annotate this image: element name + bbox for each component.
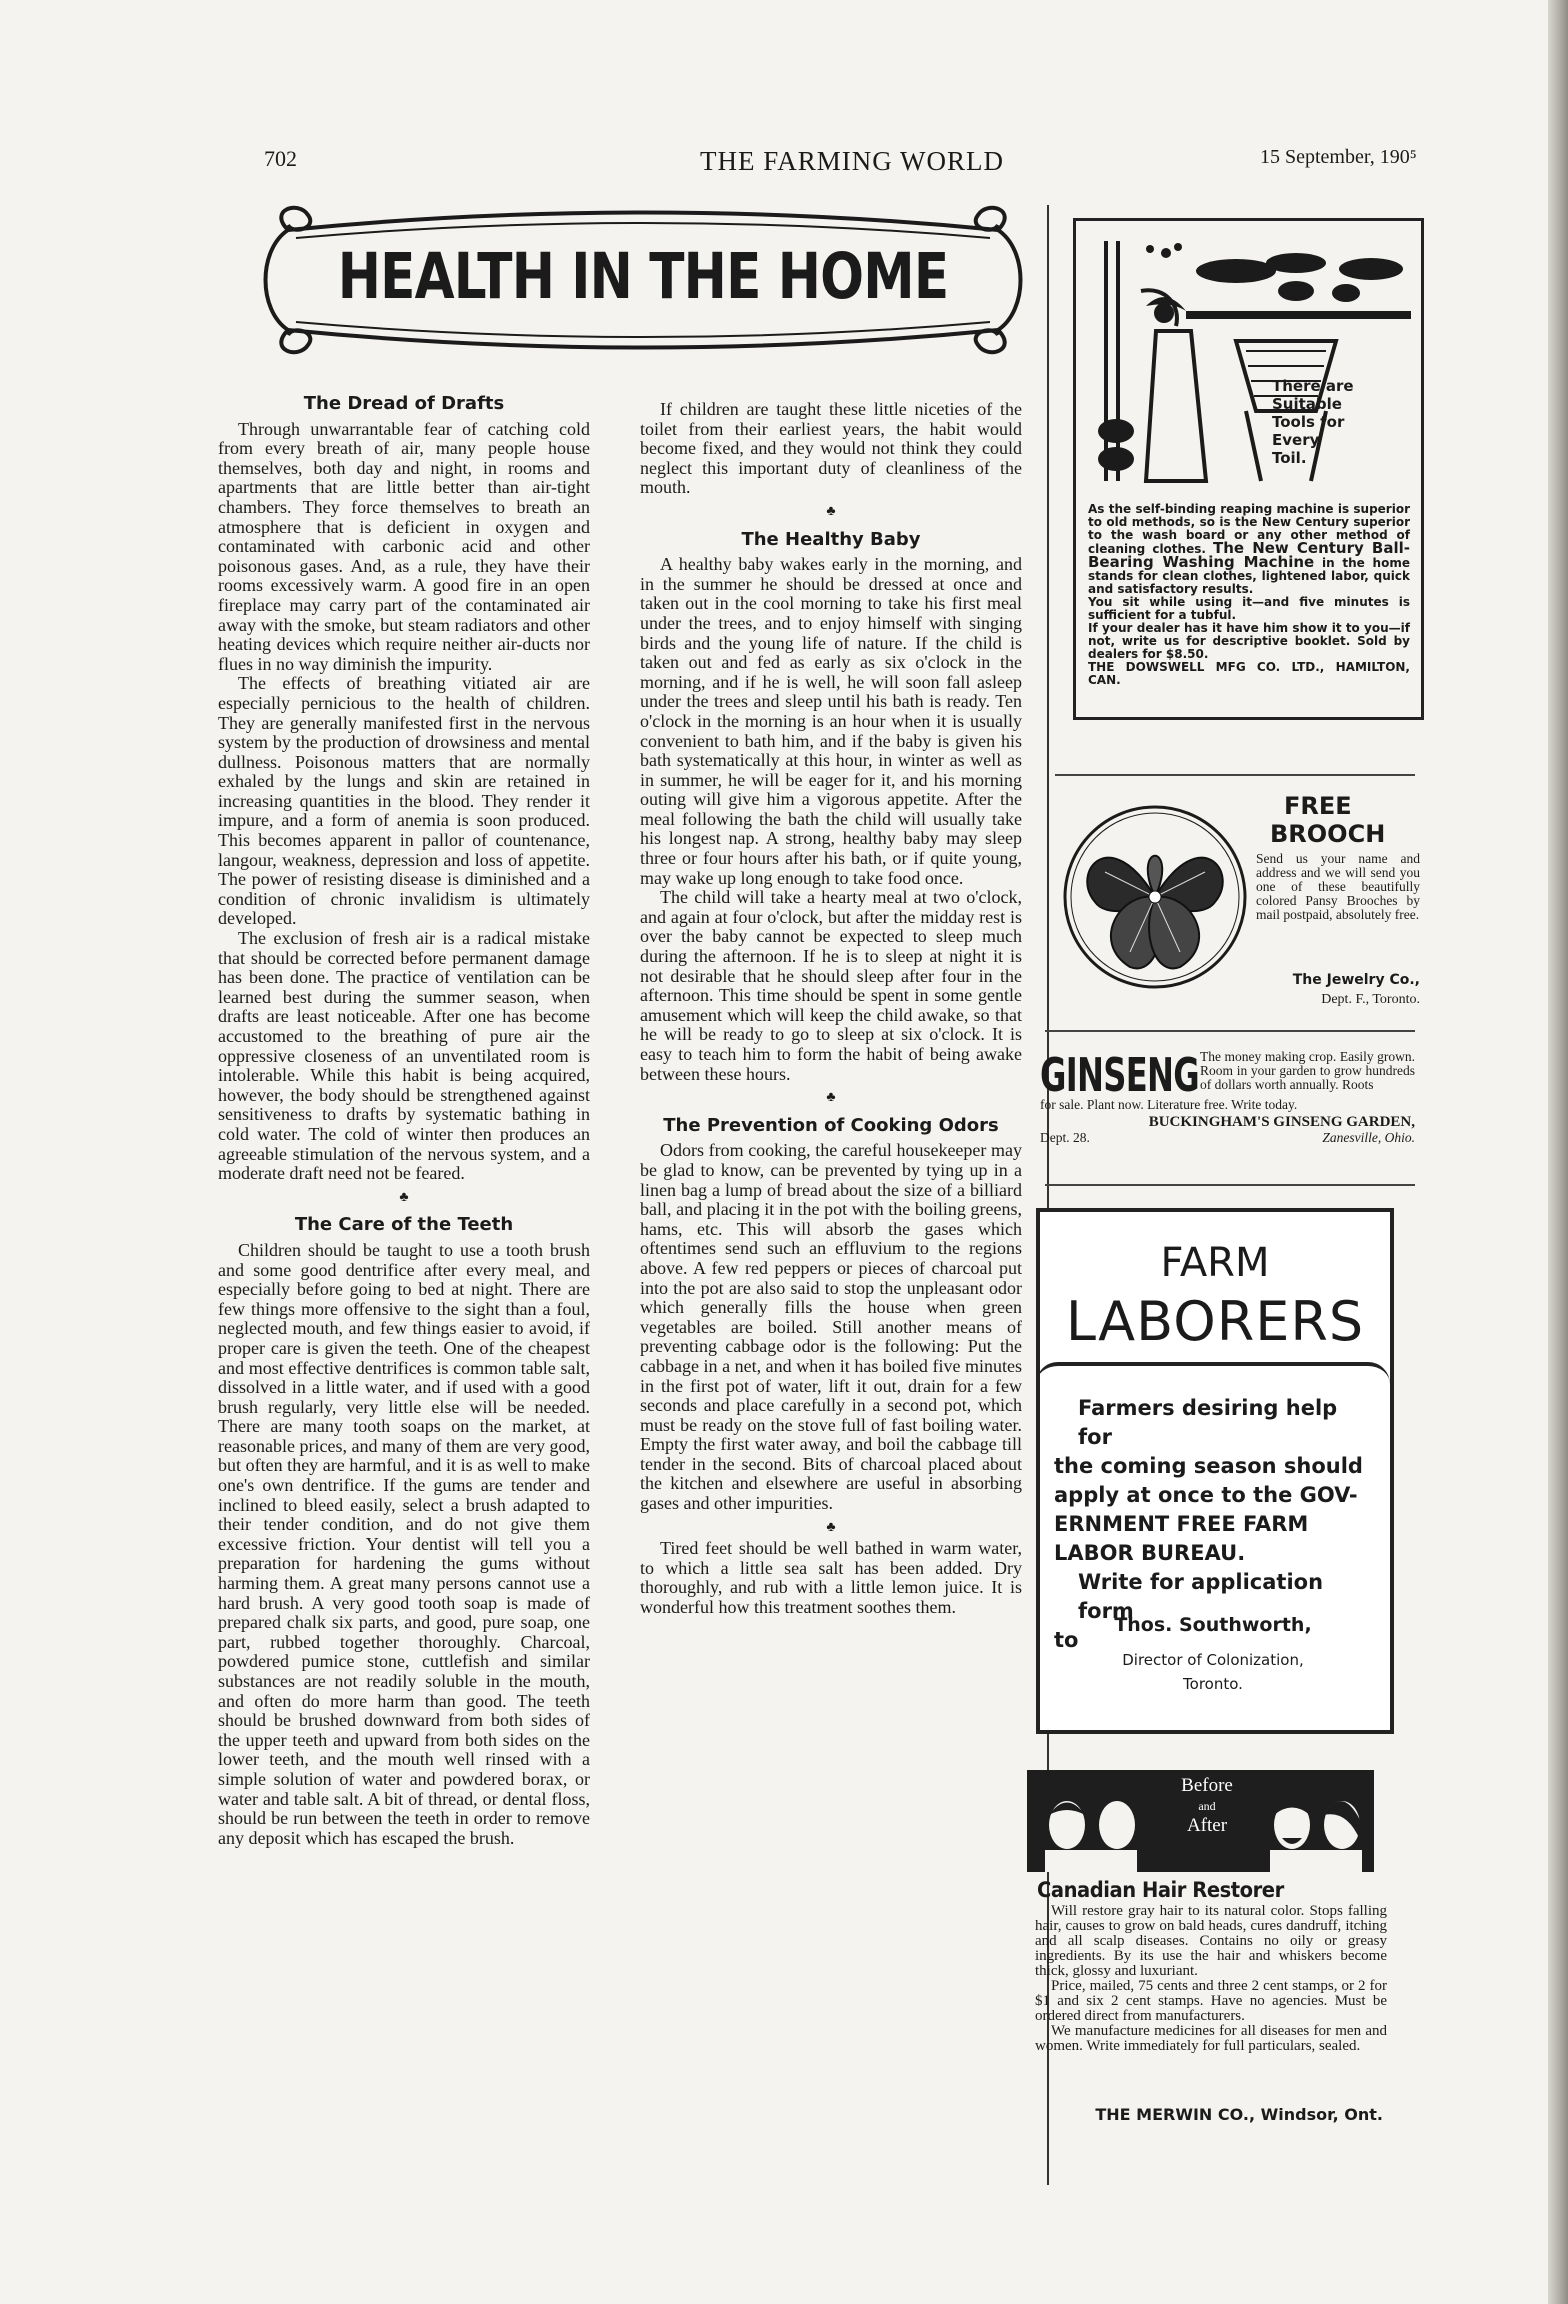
paragraph: Tired feet should be well bathed in warm water, to which a little sea salt has been added. Dry thoroughly, and rub with a little lemon juice. It is wonderful how this treatment soothes them. [640, 1538, 1022, 1618]
ginseng-firm: BUCKINGHAM'S GINSENG GARDEN, [1148, 1114, 1415, 1130]
issue-date: 15 September, 190⁵ [1260, 146, 1417, 168]
paragraph: Odors from cooking, the careful housekeeper may be glad to know, can be prevented by tying up in a linen bag a lump of bread about the size of a billiard ball, and placing it in the pot with the boiling greens, hams, etc. This will absorb the gases which oftentimes send such an effluvium to the regions above. A few red peppers or pieces of charcoal put into the pot are also said to stop the unpleasant odor which generally fills the house when green vegetables are boiled. Still another means of preventing cabbage odor is the following: Put the cabbage in a net, and when it has boiled five minutes in the first pot of water, lift it out, drain for a few seconds and place carefully in a second pot, which must be ready on the stove full of fast boiling water. Empty the first water away, and boil the cabbage till tender in the second. Bits of charcoal placed about the kitchen and elsewhere are useful in absorbing gases and other impurities. [640, 1140, 1022, 1514]
washing-machine-ad [1073, 218, 1424, 720]
clover-ornament-icon: ♣ [826, 503, 836, 519]
ginseng-heading: GINSENG [1040, 1048, 1200, 1102]
article-title-drafts: The Dread of Drafts [303, 393, 505, 414]
paragraph: The exclusion of fresh air is a radical mistake that should be corrected before permanent damage has been done. The practice of ventilation can be learned best during the summer season, when drafts are least noticeable. After one has become accustomed to the breathing of pure air the oppressive closeness of an unventilated room is intolerable. While this habit is being acquired, however, the body should be strengthened against sensitiveness to drafts by systematic bathing in cold water. The cold of winter then produces an agreeable stimulation of the nervous system, and a moderate draft need not be feared. [218, 928, 590, 1184]
hair-restorer-firm: THE MERWIN CO., Windsor, Ont. [1095, 2105, 1383, 2124]
ad-maker: THE DOWSWELL MFG CO. LTD., HAMILTON, CAN. [1088, 660, 1410, 687]
ad-tagline: There are Suitable Tools for Every Toil. [1272, 377, 1354, 467]
before-after-label: Before and After [1181, 1775, 1233, 1836]
ginseng-text-2: for sale. Plant now. Literature free. Write today. [1040, 1097, 1298, 1112]
woman-washing-illustration-icon [1086, 231, 1411, 516]
brooch-address: Dept. F., Toronto. [1321, 992, 1420, 1007]
ad-divider [1055, 774, 1415, 776]
clover-ornament-icon: ♣ [826, 1090, 836, 1106]
paragraph: The effects of breathing vitiated air are especially pernicious to the health of children. They are generally manifested first in the nervous system by the production of drowsiness and mental dullness. Poisonous matters that are normally exhaled by the lungs and skin are retained in increasing quantities in the blood. They render it impure, and a form of anemia is soon produced. This becomes apparent in pallor of countenance, langour, weakness, depression and loss of appetite. The power of resisting disease is diminished and a condition of chronic invalidism is ultimately developed. [218, 673, 590, 929]
ad-divider [1045, 1184, 1415, 1186]
hair-restorer-text: Will restore gray hair to its natural color. Stops falling hair, causes to grow on bald heads, cures dandruff, itching and all scalp diseases. Contains no oily or greasy ingredients. By its use the hair and whiskers become thick, glossy and luxuriant. Price, mailed, 75 cents and three 2 cent stamps, or 2 for $1 and six 2 cent stamps. Have no agencies. Must be ordered direct from manufacturers. We manufacture medicines for all diseases for men and women. Write immediately for full particulars, sealed. [1035, 1903, 1387, 2054]
before-after-banner [1027, 1770, 1374, 1872]
page-binding-edge [1548, 0, 1568, 2304]
product-name: The New Century Ball-Bearing Washing Machine [1088, 539, 1410, 571]
hair-restorer-ad [1027, 1770, 1387, 2130]
section-banner [248, 200, 1038, 360]
farm-heading: FARM [1160, 1240, 1270, 1286]
brooch-text: Send us your name and address and we will send you one of these beautifully colored Pansy Brooches by mail postpaid, absolutely free. [1256, 851, 1420, 922]
banner-title: HEALTH IN THE HOME [337, 240, 949, 313]
masthead: THE FARMING WORLD [700, 146, 1004, 176]
article-column-left [218, 386, 590, 1848]
farm-contact-name: Thos. Southworth, [1114, 1614, 1312, 1636]
laborers-heading: LABORERS [1065, 1290, 1365, 1353]
farm-laborers-ad [1036, 1208, 1394, 1734]
ginseng-address: Dept. 28. Zanesville, Ohio. [1040, 1130, 1415, 1145]
brooch-ad [1060, 792, 1420, 1022]
hair-restorer-title: Canadian Hair Restorer [1037, 1878, 1284, 1902]
article-title-teeth: The Care of the Teeth [294, 1214, 514, 1236]
paragraph: The child will take a hearty meal at two o'clock, and again at four o'clock, but after the midday rest is over the baby cannot be expected to sleep much during the afternoon. If he is to sleep at night it is not desirable that he should sleep after four in the afternoon. This time should be spent in some gentle amusement which will keep the child awake, so that he will be ready to go to sleep at six o'clock. It is easy to teach him to form the habit of being awake between these hours. [640, 887, 1022, 1084]
farm-contact-title: Director of Colonization, Toronto. [1122, 1651, 1304, 1693]
ad-divider [1045, 1030, 1415, 1032]
pansy-brooch-icon [1060, 802, 1250, 992]
paragraph: A healthy baby wakes early in the morning, and in the summer he should be dressed at once and taken out in the cool morning to take his first meal under the trees, and to enjoy himself with singing birds and the young life of nature. If the child is taken out and fed as early as six o'clock in the morning, and if he is well, he will soon fall asleep under the trees and sleep until his bath is ready. Ten o'clock in the morning is an hour when it is usually convenient to bath him, and if the baby is given his bath systematically at this hour, in winter as well as in summer, he will be eager for it, and his morning outing will give him a vigorous appetite. After the meal following the bath the child will usually take his longest nap. A strong, healthy baby may sleep three or four hours after his bath, or if quite young, may wake up long enough to take food once. [640, 554, 1022, 888]
farm-message: Farmers desiring help for the coming season should apply at once to the GOV- ERNMENT FREE FARM LABOR BUREAU. Write for application form to [1054, 1396, 1363, 1652]
ginseng-ad [1040, 1040, 1420, 1170]
clover-ornament-icon: ♣ [399, 1189, 409, 1205]
paragraph: Through unwarrantable fear of catching cold from every breath of air, many people house themselves, both day and night, in rooms and apartments that are little better than air-tight chambers. They force themselves to breath an atmosphere that is deficient in oxygen and contaminated with carbonic acid and other poisonous gases. And, as a rule, they have their rooms excessively warm. A good fire in an open fireplace may carry part of the contaminated air away with the smoke, but steam radiators and other heating devices which require neither air-ducts nor flues in no way diminish the impurity. [218, 418, 590, 674]
page-number: 702 [264, 146, 297, 171]
clover-ornament-icon: ♣ [826, 1519, 836, 1535]
article-column-middle [640, 400, 1022, 1618]
ginseng-text: The money making crop. Easily grown. Room in your garden to grow hundreds of dollars worth annually. Roots [1200, 1049, 1415, 1092]
brooch-firm: The Jewelry Co., [1292, 972, 1420, 988]
paragraph: If children are taught these little niceties of the toilet from their earliest years, the habit would become fixed, and they would not think they could neglect this important duty of cleanliness of the mouth. [640, 399, 1022, 498]
paragraph: Children should be taught to use a tooth brush and some good dentrifice after every meal, and especially before going to bed at night. There are few things more offensive to the sight than a foul, neglected mouth, and few things easier to avoid, if proper care is given the teeth. One of the cheapest and most effective dentrifices is common table salt, dissolved in a little water, and if used with a good brush regularly, very little else will be needed. There are many tooth soaps on the market, at reasonable prices, and many of them are very good, but often they are harmful, and it is as well to make one's own dentrifice. If the gums are tender and inclined to bleed easily, select a brush adapted to their tender condition, and do not give them excessive friction. Your dentist will tell you a preparation for hardening the gums without harming them. A great many persons cannot use a hard brush. A very good tooth soap is made of prepared chalk six parts, and good, pure soap, one part, rubbed together thoroughly. Charcoal, powdered pumice stone, cuttlefish and similar substances are not readily soluble in the mouth, and often do more harm than good. The teeth should be brushed downward from both sides of the upper teeth and upward from both sides on the lower teeth, and the mouth well rinsed with a simple solution of water and powdered borax, or water and table salt. A bit of thread, or dental floss, should be run between the teeth in order to remove any deposit which has escaped the brush. [218, 1239, 590, 1848]
brooch-heading: FREE BROOCH [1270, 792, 1386, 848]
article-title-odors: The Prevention of Cooking Odors [663, 1114, 999, 1136]
ad-body: As the self-binding reaping machine is superior to old methods, so is the New Century superior to the wash board or any other method of cleaning clothes. The New Century Ball-Bearing Washing Machine in the home stands for clean clothes, lightened labor, quick and satisfactory results. You sit while using it—and five minutes is sufficient for a tubful. If your dealer has it have him show it to you—if not, write us for descriptive booklet. Sold by dealers for $8.50. THE DOWSWELL MFG CO. LTD., HAMILTON, CAN. [1088, 502, 1410, 687]
farm-ad-panel [1036, 1362, 1390, 1736]
article-title-baby: The Healthy Baby [741, 528, 921, 550]
